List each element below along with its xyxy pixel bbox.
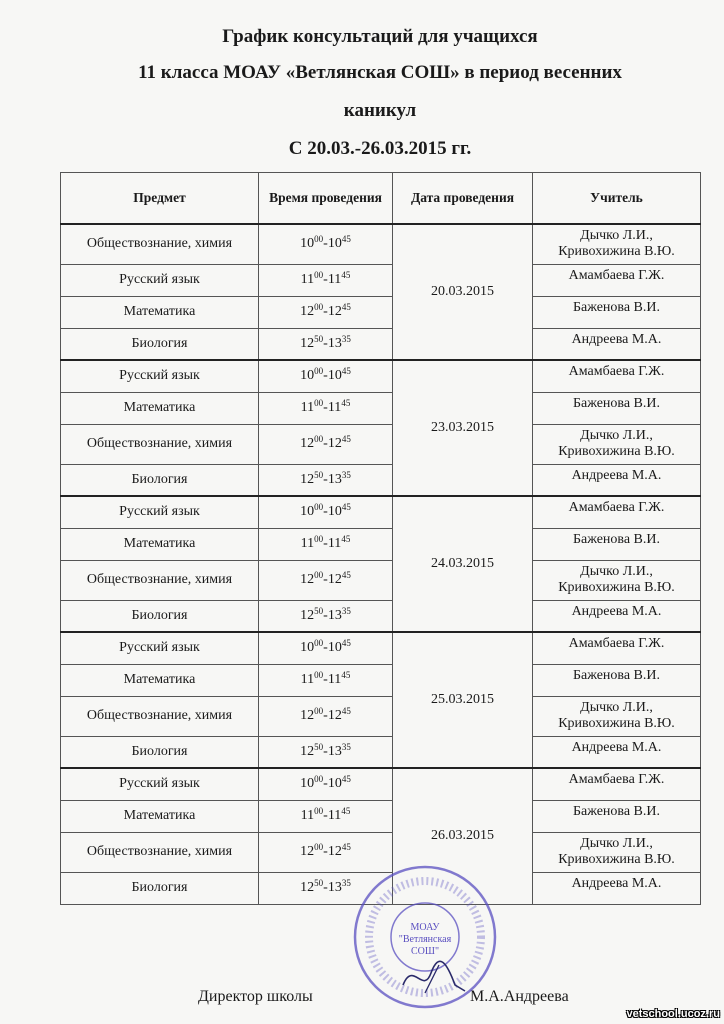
table-header-row — [61, 173, 701, 225]
time-start-minutes: 00 — [314, 774, 324, 785]
stamp-center-line2: "Ветлянская — [398, 934, 452, 945]
table-row — [61, 696, 701, 736]
teacher-name: Дычко Л.И., — [580, 228, 653, 243]
header-teacher: Учитель — [533, 173, 701, 225]
time-start: 12 — [300, 844, 315, 859]
teacher-cell — [533, 560, 701, 600]
teacher-cell — [533, 600, 701, 632]
time-start-minutes: 00 — [314, 366, 324, 377]
time-start: 11 — [300, 808, 315, 823]
time-start: 12 — [300, 880, 315, 895]
teacher-name: Дычко Л.И., — [580, 835, 653, 851]
date-cell: 23.03.2015 — [393, 360, 533, 496]
teacher-name: Дычко Л.И., — [580, 563, 653, 579]
time-start-minutes: 50 — [314, 333, 324, 344]
teacher-cell — [533, 768, 701, 800]
time-start-minutes: 50 — [314, 878, 324, 888]
teacher-cell — [533, 464, 701, 496]
time-end-minutes: 45 — [341, 366, 351, 377]
header-time: Время проведения — [259, 173, 393, 225]
time-end-minutes: 45 — [341, 234, 351, 245]
teacher-name: Баженова В.И. — [572, 531, 661, 547]
time-end-minutes: 45 — [341, 706, 351, 716]
time-start-minutes: 00 — [314, 670, 324, 680]
time-start-minutes: 50 — [314, 605, 324, 616]
time-cell: $11^{00}-11^{45}$ — [259, 392, 393, 424]
header-date: Дата проведения — [393, 173, 533, 225]
table-row — [61, 632, 701, 664]
teacher-name: Баженова В.И. — [572, 299, 661, 315]
teacher-cell — [533, 424, 701, 464]
time-start: 11 — [300, 672, 315, 687]
time-end-minutes: 35 — [341, 741, 351, 752]
subject-cell: Биология — [61, 736, 259, 768]
site-watermark: vetschool.ucoz.ru — [626, 1008, 720, 1020]
time-start: 12 — [300, 471, 315, 487]
table-row — [61, 528, 701, 560]
subject-cell: Математика — [61, 392, 259, 424]
time-start: 10 — [300, 776, 315, 792]
page-title-line2: 11 класса МОАУ «Ветлянская СОШ» в период весенних — [138, 62, 622, 83]
date-cell: 26.03.2015 — [393, 768, 533, 904]
time-end-minutes: 45 — [341, 670, 351, 680]
subject-cell: Русский язык — [61, 632, 259, 664]
teacher-name-line2: Кривохижина В.Ю. — [558, 715, 675, 731]
time-start: 12 — [300, 335, 315, 351]
time-cell: $12^{50}-13^{35}$ — [259, 464, 393, 496]
time-end: 11 — [327, 272, 342, 287]
time-cell: $12^{50}-13^{35}$ — [259, 872, 393, 904]
table-row — [61, 768, 701, 800]
time-end: 10 — [327, 640, 342, 656]
subject-cell: Обществознание, химия — [61, 832, 259, 872]
time-end: 11 — [327, 536, 342, 551]
date-cell: 25.03.2015 — [393, 632, 533, 768]
stamp-center-line1: МОАУ — [410, 922, 440, 933]
time-cell: $12^{00}-12^{45}$ — [259, 424, 393, 464]
table-row — [61, 224, 701, 264]
subject-cell: Обществознание, химия — [61, 696, 259, 736]
subject-cell: Математика — [61, 664, 259, 696]
subject-cell: Биология — [61, 464, 259, 496]
subject-cell: Математика — [61, 528, 259, 560]
time-end: 12 — [327, 436, 342, 451]
table-row — [61, 424, 701, 464]
schedule-table — [60, 172, 701, 905]
time-cell: $12^{00}-12^{45}$ — [259, 696, 393, 736]
time-end: 13 — [327, 743, 342, 759]
schedule-body — [61, 224, 701, 904]
table-row — [61, 800, 701, 832]
time-start-minutes: 00 — [314, 434, 324, 444]
time-end-minutes: 45 — [341, 842, 351, 852]
teacher-name: Андреева М.А. — [571, 875, 662, 891]
table-row — [61, 736, 701, 768]
teacher-name: Андреева М.А. — [571, 739, 662, 755]
time-end-minutes: 45 — [341, 534, 351, 544]
time-start: 12 — [300, 743, 315, 759]
teacher-name: Амамбаева Г.Ж. — [568, 636, 665, 651]
time-end-minutes: 35 — [341, 333, 351, 344]
time-start-minutes: 00 — [314, 534, 324, 544]
teacher-name: Баженова В.И. — [572, 667, 661, 683]
time-start-minutes: 00 — [314, 398, 324, 408]
subject-cell: Русский язык — [61, 768, 259, 800]
date-cell: 20.03.2015 — [393, 224, 533, 360]
page-title: График консультаций для учащихся — [222, 26, 538, 47]
time-start-minutes: 00 — [314, 234, 324, 245]
subject-cell: Математика — [61, 296, 259, 328]
director-signature — [395, 955, 470, 1000]
time-end: 13 — [327, 335, 342, 351]
time-cell: $10^{00}-10^{45}$ — [259, 360, 393, 392]
table-row — [61, 328, 701, 360]
time-end-minutes: 45 — [341, 638, 351, 649]
time-start-minutes: 00 — [314, 302, 324, 312]
time-start: 10 — [300, 504, 315, 520]
time-start-minutes: 00 — [314, 638, 324, 649]
teacher-cell — [533, 496, 701, 528]
table-row — [61, 560, 701, 600]
time-cell: $11^{00}-11^{45}$ — [259, 800, 393, 832]
time-start: 10 — [300, 368, 315, 384]
time-start: 10 — [300, 236, 315, 252]
time-start-minutes: 50 — [314, 469, 324, 480]
time-start: 12 — [300, 304, 315, 319]
teacher-name: Амамбаева Г.Ж. — [568, 500, 665, 515]
time-cell: $10^{00}-10^{45}$ — [259, 496, 393, 528]
time-cell: $10^{00}-10^{45}$ — [259, 768, 393, 800]
time-end: 11 — [327, 808, 342, 823]
teacher-name: Андреева М.А. — [571, 467, 662, 483]
time-cell: $11^{00}-11^{45}$ — [259, 664, 393, 696]
time-start-minutes: 00 — [314, 270, 324, 280]
table-row — [61, 296, 701, 328]
time-end-minutes: 45 — [341, 502, 351, 513]
date-range-title: С 20.03.-26.03.2015 гг. — [288, 138, 472, 159]
subject-cell: Биология — [61, 328, 259, 360]
teacher-cell — [533, 328, 701, 360]
teacher-name: Андреева М.А. — [571, 331, 662, 347]
time-end-minutes: 45 — [341, 398, 351, 408]
subject-cell: Обществознание, химия — [61, 224, 259, 264]
time-end: 13 — [327, 607, 342, 623]
teacher-name: Андреева М.А. — [571, 603, 662, 619]
time-end-minutes: 35 — [341, 469, 351, 480]
teacher-name-line2: Кривохижина В.Ю. — [558, 443, 675, 459]
time-start-minutes: 00 — [314, 706, 324, 716]
teacher-cell — [533, 664, 701, 696]
time-cell: $11^{00}-11^{45}$ — [259, 528, 393, 560]
stamp-center-line3: СОШ" — [410, 946, 440, 957]
table-row — [61, 392, 701, 424]
footer-director-name: М.А.Андреева — [470, 988, 569, 1005]
time-end-minutes: 35 — [341, 878, 351, 888]
teacher-cell — [533, 264, 701, 296]
subject-cell: Русский язык — [61, 496, 259, 528]
table-row — [61, 264, 701, 296]
teacher-cell — [533, 392, 701, 424]
time-end-minutes: 45 — [341, 270, 351, 280]
time-start: 11 — [300, 536, 315, 551]
time-start: 10 — [300, 640, 315, 656]
time-end-minutes: 45 — [341, 774, 351, 785]
subject-cell: Математика — [61, 800, 259, 832]
time-cell: $12^{50}-13^{35}$ — [259, 736, 393, 768]
time-end: 11 — [327, 400, 342, 415]
time-start-minutes: 00 — [314, 842, 324, 852]
teacher-cell — [533, 296, 701, 328]
teacher-name: Дычко Л.И., — [580, 427, 653, 443]
time-end: 12 — [327, 572, 342, 587]
teacher-cell — [533, 696, 701, 736]
time-end: 11 — [327, 672, 342, 687]
time-start: 12 — [300, 572, 315, 587]
teacher-name: Баженова В.И. — [572, 803, 661, 819]
time-start: 12 — [300, 708, 315, 723]
teacher-name-line2: Кривохижина В.Ю. — [558, 579, 675, 595]
time-end-minutes: 45 — [341, 302, 351, 312]
time-end: 10 — [327, 504, 342, 520]
time-start: 12 — [300, 607, 315, 623]
time-end: 10 — [327, 776, 342, 792]
table-row — [61, 496, 701, 528]
subject-cell: Русский язык — [61, 264, 259, 296]
time-start: 12 — [300, 436, 315, 451]
teacher-cell — [533, 800, 701, 832]
time-end: 12 — [327, 844, 342, 859]
subject-cell: Биология — [61, 600, 259, 632]
time-start-minutes: 50 — [314, 741, 324, 752]
time-start: 11 — [300, 272, 315, 287]
time-cell: $10^{00}-10^{45}$ — [259, 224, 393, 264]
teacher-name: Дычко Л.И., — [580, 699, 653, 715]
table-row — [61, 360, 701, 392]
teacher-name-line2: Кривохижина В.Ю. — [558, 851, 675, 867]
teacher-cell — [533, 224, 701, 264]
time-end-minutes: 45 — [341, 806, 351, 816]
time-cell: $12^{00}-12^{45}$ — [259, 560, 393, 600]
time-cell: $12^{00}-12^{45}$ — [259, 296, 393, 328]
subject-cell: Русский язык — [61, 360, 259, 392]
time-end-minutes: 45 — [341, 570, 351, 580]
teacher-cell — [533, 632, 701, 664]
header-subject: Предмет — [61, 173, 259, 225]
time-end: 12 — [327, 304, 342, 319]
teacher-cell — [533, 360, 701, 392]
subject-cell: Обществознание, химия — [61, 424, 259, 464]
time-end-minutes: 35 — [341, 605, 351, 616]
teacher-cell — [533, 832, 701, 872]
teacher-cell — [533, 736, 701, 768]
date-cell: 24.03.2015 — [393, 496, 533, 632]
time-end: 10 — [327, 368, 342, 384]
teacher-name-line2: Кривохижина В.Ю. — [558, 244, 675, 259]
table-row — [61, 464, 701, 496]
time-end-minutes: 45 — [341, 434, 351, 444]
time-start-minutes: 00 — [314, 806, 324, 816]
time-start-minutes: 00 — [314, 502, 324, 513]
time-end: 10 — [327, 236, 342, 252]
table-row — [61, 664, 701, 696]
time-start-minutes: 00 — [314, 570, 324, 580]
time-cell: $12^{50}-13^{35}$ — [259, 328, 393, 360]
teacher-cell — [533, 528, 701, 560]
teacher-name: Амамбаева Г.Ж. — [568, 267, 665, 283]
time-cell: $11^{00}-11^{45}$ — [259, 264, 393, 296]
time-end: 13 — [327, 471, 342, 487]
teacher-name: Баженова В.И. — [572, 395, 661, 411]
page-title-line3: каникул — [343, 100, 417, 121]
time-cell: $12^{00}-12^{45}$ — [259, 832, 393, 872]
subject-cell: Биология — [61, 872, 259, 904]
subject-cell: Обществознание, химия — [61, 560, 259, 600]
time-cell: $10^{00}-10^{45}$ — [259, 632, 393, 664]
time-start: 11 — [300, 400, 315, 415]
teacher-name: Амамбаева Г.Ж. — [568, 772, 665, 787]
time-end: 12 — [327, 708, 342, 723]
time-cell: $12^{50}-13^{35}$ — [259, 600, 393, 632]
teacher-name: Амамбаева Г.Ж. — [568, 364, 665, 379]
teacher-cell — [533, 872, 701, 904]
table-row — [61, 600, 701, 632]
footer-position: Директор школы — [198, 988, 313, 1005]
time-end: 13 — [327, 880, 342, 895]
